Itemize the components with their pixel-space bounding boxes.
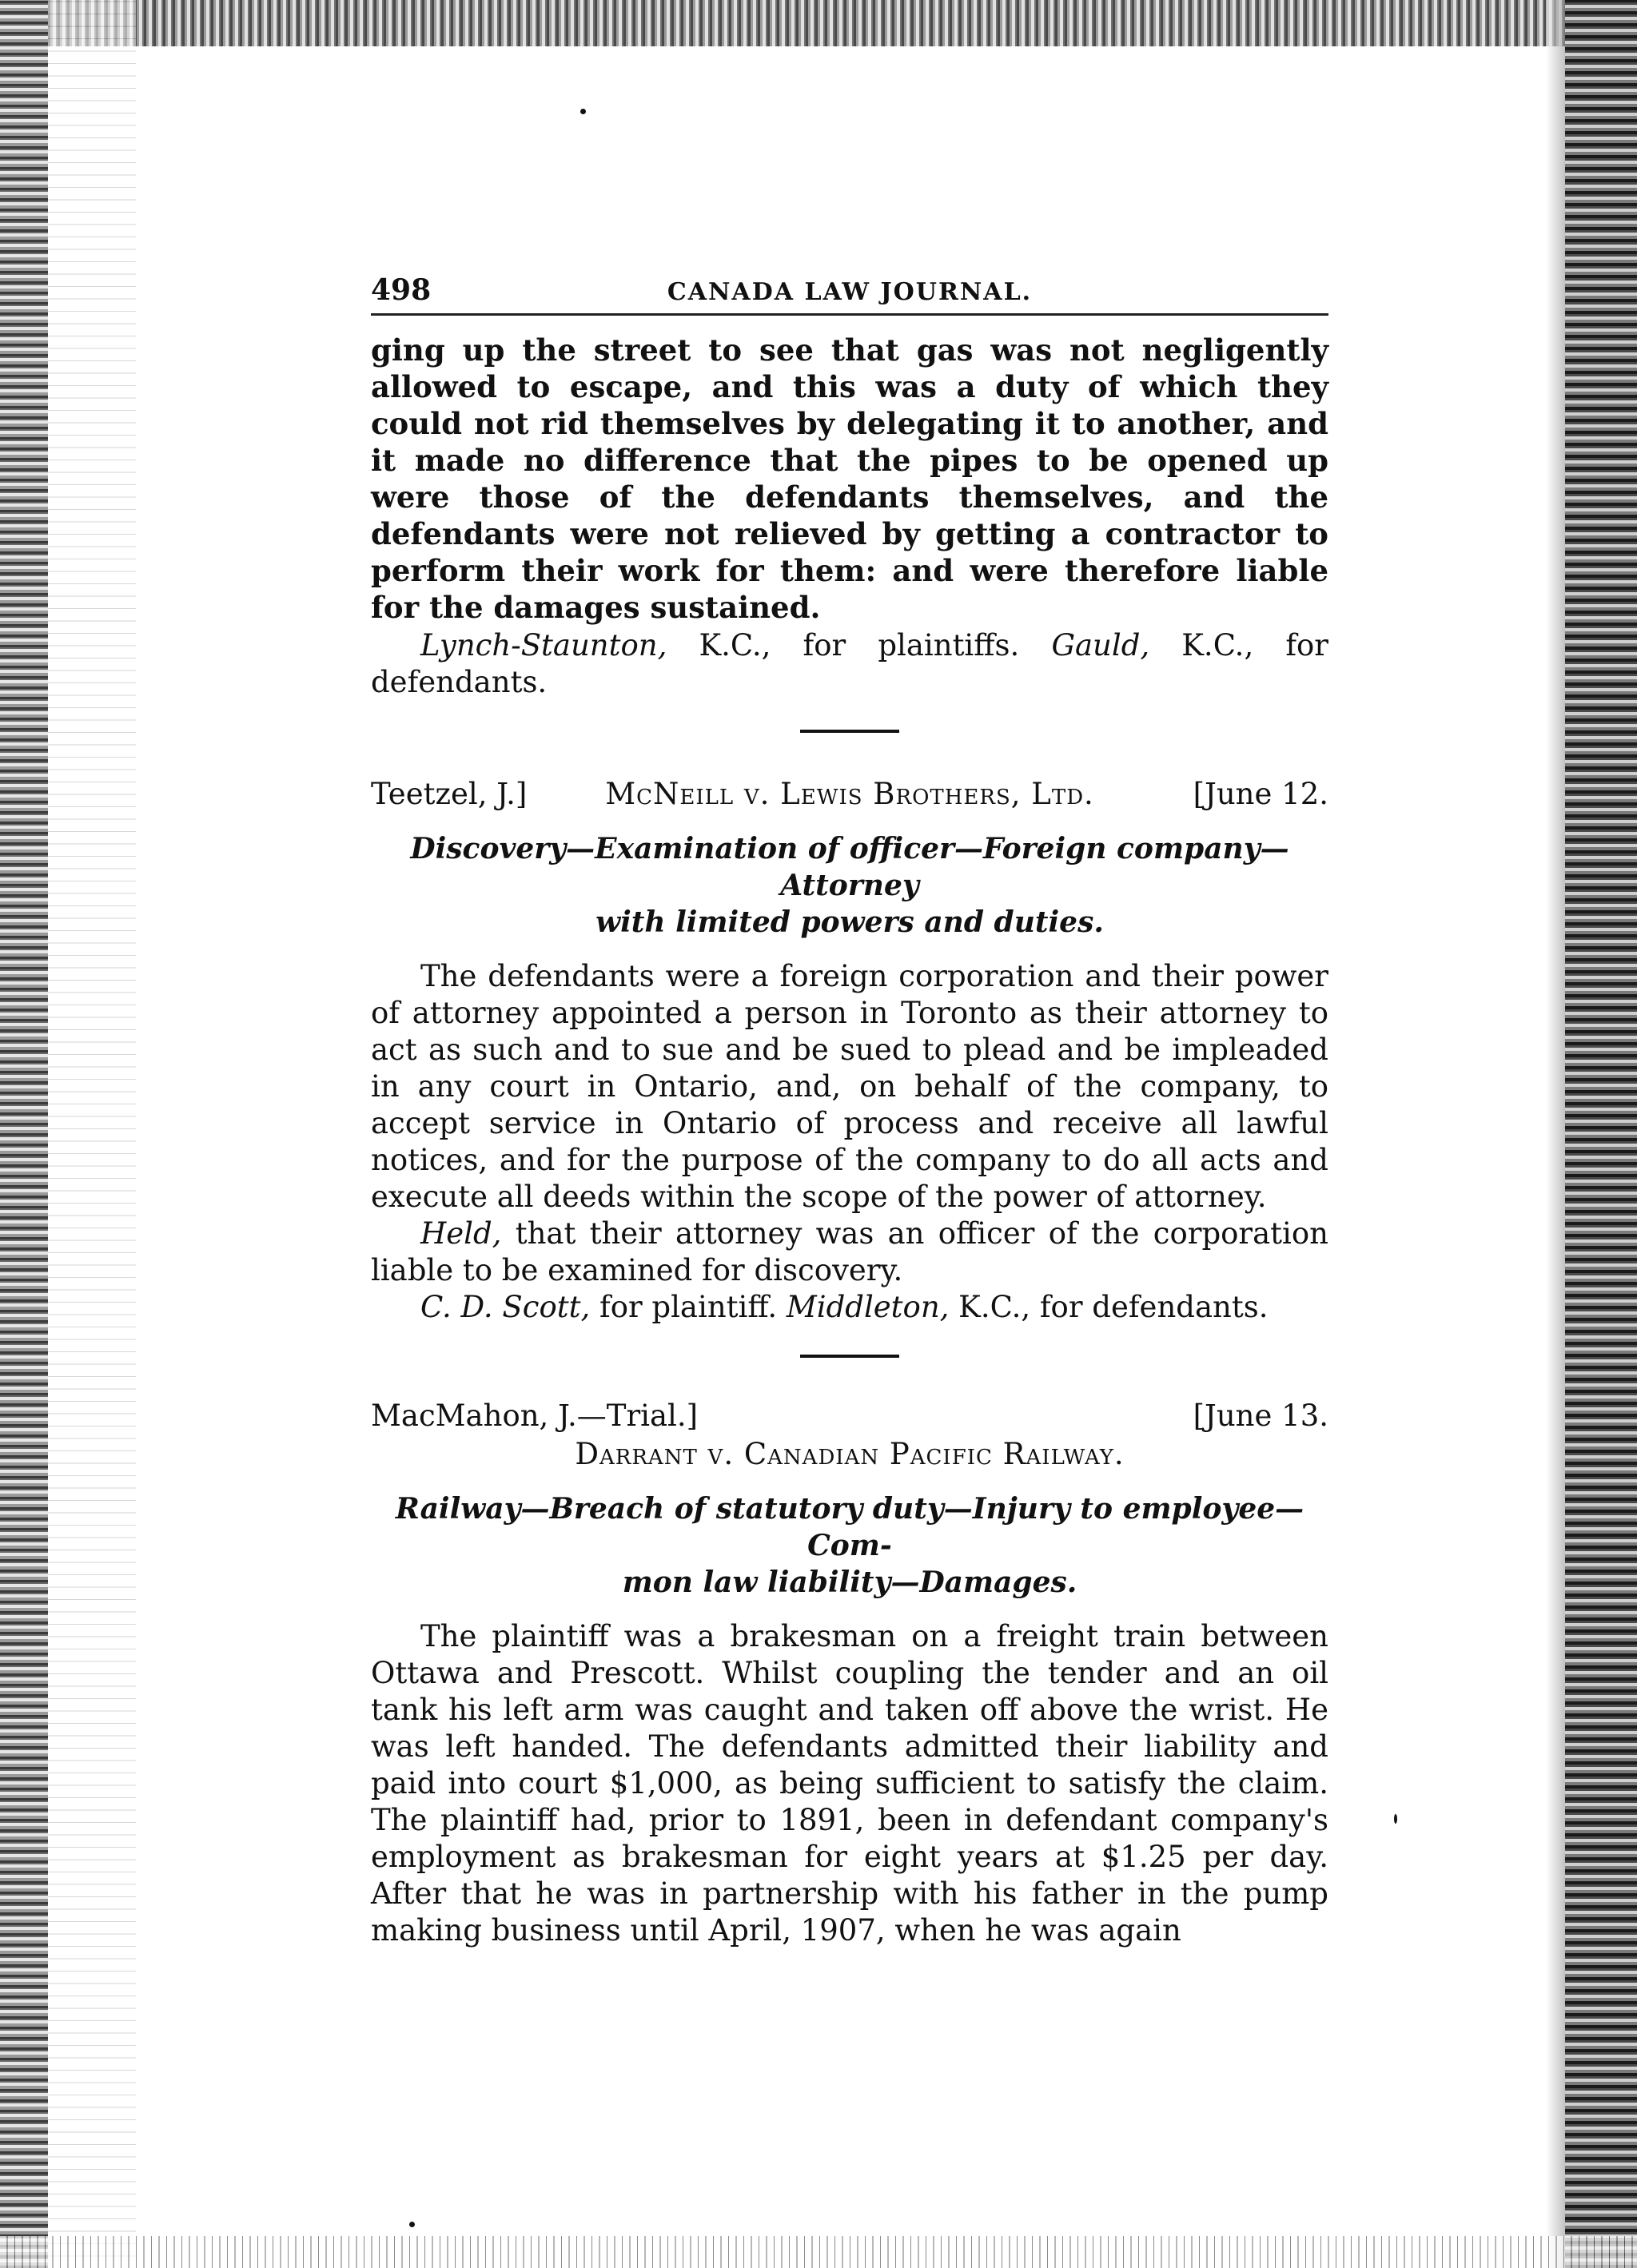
journal-page [371,272,1328,1949]
case-date: [June 12. [1193,777,1328,811]
held-text: that their attorney was an officer of the corporation liable to be examined for discovery. [371,1216,1328,1287]
case-paragraph: The defendants were a foreign corporation and their power of attorney appointed a person in Toronto as their attorney to act as such and to sue and be sued to plead and be impleaded in any court in Ontario, and, on behalf of the company, to accept service in Ontario of process and receive all lawful notices, and for the purpose of the company to do all acts and execute all deeds within the scope of the power of attorney. [371,959,1328,1214]
running-head [371,272,1328,316]
scan-edge-left [0,0,48,2268]
ink-speck [1394,1814,1397,1824]
held-paragraph [371,1216,1328,1289]
page-number: 498 [371,273,432,307]
ink-speck [409,2222,415,2227]
scan-edge-right [1565,0,1637,2268]
case-judge: Teetzel, J.] [371,777,528,811]
case-headnote [371,830,1328,941]
headnote-line-1: Discovery—Examination of officer—Foreign company—Attorney [410,832,1289,902]
counsel-plaintiff-name: C. D. Scott, [420,1290,591,1324]
held-word: Held, [420,1216,502,1251]
case-judge: MacMahon, J.—Trial.] [371,1399,699,1433]
case-name: Darrant v. Canadian Pacific Railway. [575,1437,1125,1471]
case-header [371,776,1328,814]
ink-speck [580,109,586,114]
scan-edge-right-shadow [1546,0,1565,2268]
counsel-defendants-name: Middleton, [786,1290,950,1324]
counsel-defendants-text: K.C., for defendants. [949,1290,1269,1324]
case-header [371,1398,1328,1436]
counsel-plaintiffs-text: K.C., for plaintiffs. [667,628,1052,662]
counsel-plaintiffs-name: Lynch-Staunton, [420,628,667,662]
case-date: [June 13. [1193,1399,1328,1433]
counsel-defendants-name: Gauld, [1051,628,1150,662]
counsel-plaintiff-text: for plaintiff. [590,1290,787,1324]
headnote-line-2: with limited powers and duties. [595,905,1104,939]
scan-edge-top [0,0,1637,46]
scan-edge-bottom [0,2236,1637,2268]
counsel-line [371,627,1328,701]
continued-paragraph: ging up the street to see that gas was not negligently allowed to escape, and this was a duty of which they could not rid themselves by delegating it to another, and it made no difference that the pipes to be opened up were those of the defendants themselves, and the defendants were not relieved by getting a contractor to perform their work for them: and were therefore liable for the damages sustained. [371,332,1328,625]
headnote-line-1: Railway—Breach of statutory duty—Injury to employee—Com- [395,1492,1304,1562]
headnote-line-2: mon law liability—Damages. [622,1566,1077,1599]
scan-edge-left-shadow [48,0,136,2268]
counsel-defendants-text: K.C., for defendants. [371,628,1328,699]
journal-title: CANADA LAW JOURNAL. [667,278,1033,306]
case-paragraph: The plaintiff was a brakesman on a freight train between Ottawa and Prescott. Whilst coupling the tender and an oil tank his left arm was caught and taken off above the wrist. He was left handed. The defendants admitted their liability and paid into court $1,000, as being sufficient to satisfy the claim. The plaintiff had, prior to 1891, been in defendant company's employment as brakesman for eight years at $1.25 per day. After that he was in partnership with his father in the pump making business until April, 1907, when he was again [371,1619,1328,1948]
counsel-line [371,1289,1328,1326]
case-headnote [371,1490,1328,1601]
case-name: McNeill v. Lewis Brothers, Ltd. [605,777,1094,811]
